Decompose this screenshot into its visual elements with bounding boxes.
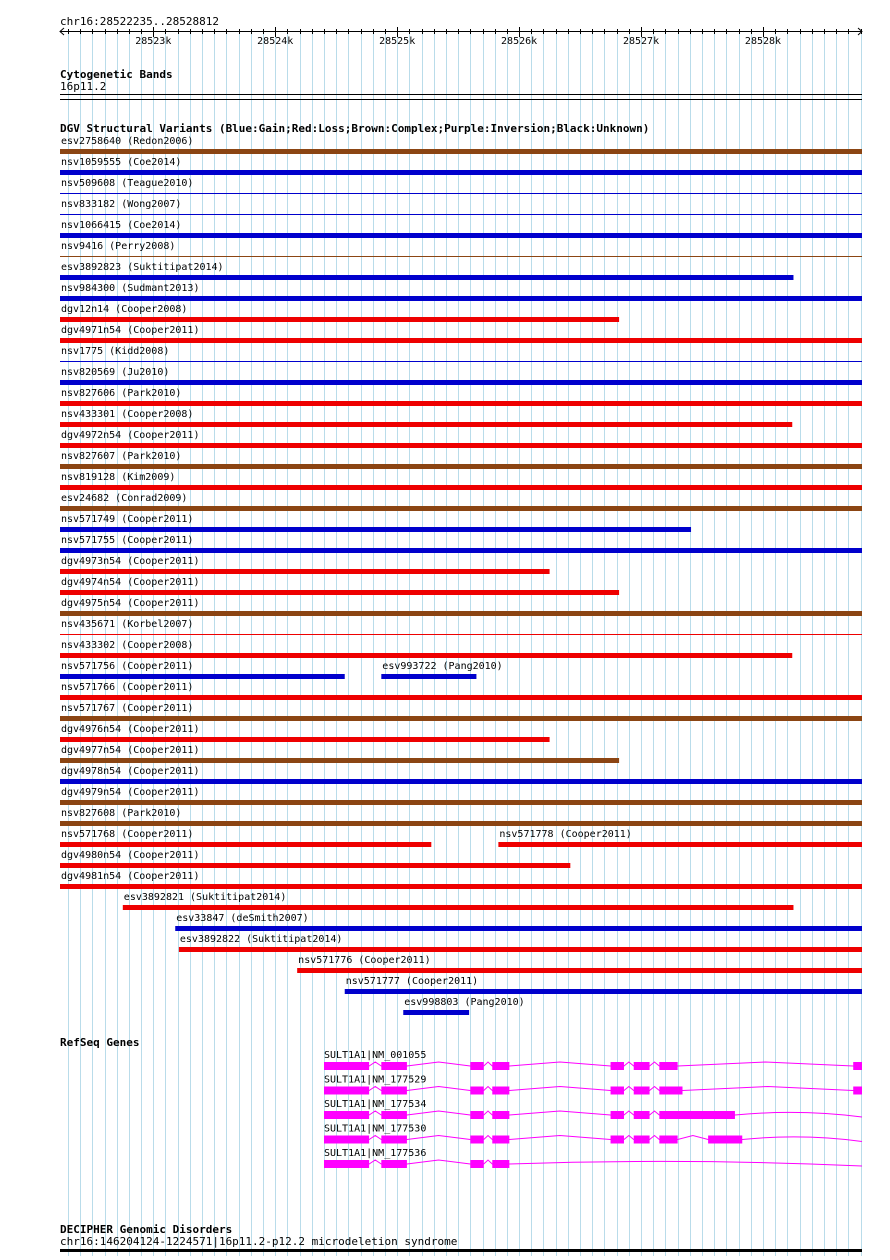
dgv-complex-bar[interactable] <box>60 800 862 805</box>
gene-label: SULT1A1|NM_001055 <box>324 1050 427 1061</box>
refseq-gene[interactable] <box>324 1050 862 1070</box>
dgv-feature-label: esv33847 (deSmith2007) <box>176 913 309 924</box>
dgv-feature-label: nsv571766 (Cooper2011) <box>61 682 194 693</box>
dgv-feature[interactable] <box>60 283 862 301</box>
dgv-loss-bar[interactable] <box>60 317 619 322</box>
decipher-track <box>60 1223 862 1252</box>
gene-exon[interactable] <box>470 1111 483 1119</box>
dgv-feature[interactable] <box>345 976 862 994</box>
gene-exon[interactable] <box>324 1160 369 1168</box>
dgv-loss-bar[interactable] <box>60 634 862 635</box>
dgv-feature[interactable] <box>60 745 619 763</box>
gene-label: SULT1A1|NM_177536 <box>324 1148 427 1159</box>
gene-exon[interactable] <box>634 1111 650 1119</box>
gene-exon[interactable] <box>611 1136 624 1144</box>
gene-exon[interactable] <box>659 1062 677 1070</box>
dgv-feature-label: nsv827607 (Park2010) <box>61 451 182 462</box>
dgv-loss-bar[interactable] <box>60 737 550 742</box>
dgv-gain-bar[interactable] <box>403 1010 469 1015</box>
dgv-feature-label: nsv571767 (Cooper2011) <box>61 703 194 714</box>
gene-exon[interactable] <box>634 1087 650 1095</box>
dgv-feature-label: nsv827608 (Park2010) <box>61 808 182 819</box>
dgv-feature[interactable] <box>60 556 550 574</box>
dgv-features <box>60 136 862 1015</box>
gene-exon[interactable] <box>492 1136 509 1144</box>
dgv-feature[interactable] <box>60 619 862 635</box>
dgv-feature[interactable] <box>60 220 862 238</box>
dgv-feature[interactable] <box>60 703 862 721</box>
dgv-feature[interactable] <box>60 241 862 257</box>
dgv-feature-label: dgv4973n54 (Cooper2011) <box>61 556 200 567</box>
gene-exon[interactable] <box>470 1087 483 1095</box>
dgv-feature[interactable] <box>60 787 862 805</box>
dgv-feature-label: nsv819128 (Kim2009) <box>61 472 176 483</box>
gene-exon[interactable] <box>659 1136 677 1144</box>
dgv-feature-label: nsv571756 (Cooper2011) <box>61 661 194 672</box>
dgv-feature[interactable] <box>60 598 862 616</box>
dgv-feature-label: dgv4974n54 (Cooper2011) <box>61 577 200 588</box>
dgv-track-title: DGV Structural Variants (Blue:Gain;Red:Loss;Brown:Complex;Purple:Inversion;Black:Unknown) <box>60 122 650 135</box>
cytoband-band-border <box>60 99 862 100</box>
dgv-feature[interactable] <box>60 682 862 700</box>
dgv-gain-bar[interactable] <box>60 275 793 280</box>
ruler-range-label: chr16:28522235..28528812 <box>60 15 219 28</box>
dgv-feature[interactable] <box>60 409 792 427</box>
gene-exon[interactable] <box>381 1111 407 1119</box>
ruler-tick-label: 28528k <box>744 36 782 47</box>
dgv-feature-label: dgv4975n54 (Cooper2011) <box>61 598 200 609</box>
dgv-feature[interactable] <box>60 157 862 175</box>
gene-exon[interactable] <box>470 1160 483 1168</box>
dgv-feature-label: esv993722 (Pang2010) <box>382 661 503 672</box>
gene-exon[interactable] <box>611 1111 624 1119</box>
dgv-loss-bar[interactable] <box>60 695 862 700</box>
dgv-gain-bar[interactable] <box>60 674 345 679</box>
gene-exon[interactable] <box>381 1160 407 1168</box>
gene-exon[interactable] <box>611 1087 624 1095</box>
dgv-gain-bar[interactable] <box>60 548 862 553</box>
dgv-feature[interactable] <box>60 514 691 532</box>
dgv-loss-bar[interactable] <box>60 884 862 889</box>
dgv-feature-label: nsv435671 (Korbel2007) <box>61 619 194 630</box>
dgv-loss-bar[interactable] <box>60 653 792 658</box>
gene-exon[interactable] <box>324 1087 369 1095</box>
dgv-gain-bar[interactable] <box>60 233 862 238</box>
dgv-feature[interactable] <box>297 955 862 973</box>
dgv-gain-bar[interactable] <box>175 926 862 931</box>
dgv-feature[interactable] <box>60 451 862 469</box>
dgv-complex-bar[interactable] <box>60 464 862 469</box>
dgv-gain-bar[interactable] <box>345 989 862 994</box>
dgv-feature-label: dgv4979n54 (Cooper2011) <box>61 787 200 798</box>
dgv-feature[interactable] <box>60 724 550 742</box>
dgv-feature[interactable] <box>381 661 502 679</box>
gene-exon[interactable] <box>853 1062 862 1070</box>
dgv-loss-bar[interactable] <box>179 947 862 952</box>
dgv-feature[interactable] <box>179 934 862 952</box>
dgv-feature-label: nsv571755 (Cooper2011) <box>61 535 194 546</box>
dgv-loss-bar[interactable] <box>60 422 792 427</box>
cytoband-track-title: Cytogenetic Bands <box>60 68 173 81</box>
dgv-gain-bar[interactable] <box>60 380 862 385</box>
gene-exon[interactable] <box>324 1111 369 1119</box>
dgv-feature[interactable] <box>498 829 862 847</box>
dgv-feature-label: nsv827606 (Park2010) <box>61 388 182 399</box>
dgv-feature[interactable] <box>60 430 862 448</box>
dgv-feature-label: nsv571768 (Cooper2011) <box>61 829 194 840</box>
dgv-feature[interactable] <box>60 304 619 322</box>
dgv-feature-label: nsv1059555 (Coe2014) <box>61 157 182 168</box>
dgv-complex-bar[interactable] <box>60 149 862 154</box>
gene-exon[interactable] <box>381 1136 407 1144</box>
dgv-gain-bar[interactable] <box>60 527 691 532</box>
dgv-feature-label: nsv433301 (Cooper2008) <box>61 409 194 420</box>
dgv-feature-label: nsv509608 (Teague2010) <box>61 178 194 189</box>
dgv-loss-bar[interactable] <box>123 905 794 910</box>
ruler-tick-label: 28523k <box>135 36 172 47</box>
dgv-feature[interactable] <box>60 850 570 868</box>
dgv-feature[interactable] <box>60 829 431 847</box>
dgv-complex-bar[interactable] <box>60 611 862 616</box>
dgv-feature-label: esv3892823 (Suktitipat2014) <box>61 262 224 273</box>
dgv-feature[interactable] <box>60 325 862 343</box>
gene-exon[interactable] <box>324 1136 369 1144</box>
refseq-gene[interactable] <box>324 1124 862 1144</box>
dgv-feature[interactable] <box>60 493 862 511</box>
dgv-feature-label: nsv1066415 (Coe2014) <box>61 220 182 231</box>
dgv-gain-bar[interactable] <box>60 193 862 194</box>
gene-label: SULT1A1|NM_177534 <box>324 1099 427 1110</box>
decipher-track-title: DECIPHER Genomic Disorders <box>60 1223 233 1236</box>
dgv-gain-bar[interactable] <box>381 674 476 679</box>
gene-exon[interactable] <box>381 1062 407 1070</box>
dgv-feature[interactable] <box>60 388 862 406</box>
dgv-gain-bar[interactable] <box>60 779 862 784</box>
ruler-tick-label: 28524k <box>257 36 294 47</box>
gene-exon[interactable] <box>492 1111 509 1119</box>
dgv-complex-bar[interactable] <box>60 821 862 826</box>
dgv-loss-bar[interactable] <box>60 401 862 406</box>
dgv-loss-bar[interactable] <box>60 590 619 595</box>
dgv-complex-bar[interactable] <box>60 256 862 257</box>
dgv-feature[interactable] <box>60 178 862 194</box>
dgv-complex-bar[interactable] <box>60 506 862 511</box>
dgv-feature[interactable] <box>60 346 862 362</box>
gene-exon[interactable] <box>659 1111 735 1119</box>
gene-label: SULT1A1|NM_177530 <box>324 1123 427 1135</box>
dgv-feature-label: nsv571778 (Cooper2011) <box>499 829 632 840</box>
gene-exon[interactable] <box>492 1160 509 1168</box>
refseq-track-title: RefSeq Genes <box>60 1036 140 1049</box>
refseq-gene[interactable] <box>324 1075 862 1095</box>
dgv-feature[interactable] <box>60 262 793 280</box>
dgv-loss-bar[interactable] <box>60 569 550 574</box>
dgv-feature[interactable] <box>60 535 862 553</box>
dgv-complex-bar[interactable] <box>60 716 862 721</box>
ruler-tick-label: 28526k <box>501 36 538 47</box>
dgv-gain-bar[interactable] <box>60 214 862 215</box>
refseq-gene[interactable] <box>324 1148 862 1168</box>
dgv-feature[interactable] <box>60 871 862 889</box>
gene-exon[interactable] <box>470 1062 483 1070</box>
ruler-tick-label: 28525k <box>379 36 416 47</box>
dgv-loss-bar[interactable] <box>60 842 431 847</box>
dgv-feature-label: nsv1775 (Kidd2008) <box>61 346 170 357</box>
dgv-feature[interactable] <box>175 913 862 931</box>
dgv-feature-label: esv3892822 (Suktitipat2014) <box>179 934 343 945</box>
dgv-feature-label: dgv4981n54 (Cooper2011) <box>61 871 200 882</box>
dgv-feature-label: dgv4972n54 (Cooper2011) <box>61 430 200 441</box>
dgv-feature-label: dgv4976n54 (Cooper2011) <box>61 724 200 735</box>
dgv-loss-bar[interactable] <box>60 863 570 868</box>
gene-exon[interactable] <box>634 1062 650 1070</box>
dgv-feature-label: esv998803 (Pang2010) <box>404 997 525 1008</box>
dgv-feature-label: nsv571749 (Cooper2011) <box>61 514 194 525</box>
dgv-feature-label: dgv4977n54 (Cooper2011) <box>61 745 200 756</box>
dgv-complex-bar[interactable] <box>60 758 619 763</box>
dgv-gain-bar[interactable] <box>60 361 862 362</box>
gene-exon[interactable] <box>324 1062 369 1070</box>
decipher-feature-label[interactable]: chr16:146204124-1224571|16p11.2-p12.2 microdeletion syndrome <box>60 1235 458 1248</box>
dgv-feature[interactable] <box>60 199 862 215</box>
dgv-feature[interactable] <box>60 766 862 784</box>
dgv-feature-label: esv24682 (Conrad2009) <box>61 493 188 504</box>
dgv-loss-bar[interactable] <box>60 338 862 343</box>
gene-label: SULT1A1|NM_177529 <box>324 1074 427 1086</box>
refseq-genes-track <box>60 1036 862 1168</box>
dgv-feature-label: nsv984300 (Sudmant2013) <box>61 283 200 294</box>
dgv-loss-bar[interactable] <box>60 485 862 490</box>
dgv-feature-label: dgv4971n54 (Cooper2011) <box>61 325 200 336</box>
gene-exon[interactable] <box>492 1062 509 1070</box>
gene-exon[interactable] <box>611 1062 624 1070</box>
dgv-feature-label: esv3892821 (Suktitipat2014) <box>123 892 287 903</box>
dgv-feature-label: dgv4980n54 (Cooper2011) <box>61 850 200 861</box>
dgv-feature[interactable] <box>60 472 862 490</box>
dgv-loss-bar[interactable] <box>498 842 862 847</box>
dgv-loss-bar[interactable] <box>60 443 862 448</box>
dgv-gain-bar[interactable] <box>60 296 862 301</box>
dgv-gain-bar[interactable] <box>60 170 862 175</box>
dgv-loss-bar[interactable] <box>297 968 862 973</box>
dgv-feature[interactable] <box>403 997 524 1015</box>
dgv-feature-label: nsv433302 (Cooper2008) <box>61 640 194 651</box>
refseq-gene[interactable] <box>324 1099 862 1119</box>
dgv-feature[interactable] <box>60 640 792 658</box>
dgv-feature[interactable] <box>60 136 862 154</box>
decipher-feature-bar[interactable] <box>60 1249 862 1252</box>
dgv-feature[interactable] <box>60 367 862 385</box>
dgv-feature-label: nsv820569 (Ju2010) <box>61 367 170 378</box>
dgv-feature-label: esv2758640 (Redon2006) <box>61 136 194 147</box>
dgv-feature[interactable] <box>60 577 619 595</box>
gene-exon[interactable] <box>708 1136 742 1144</box>
cytoband-track <box>60 68 862 100</box>
dgv-feature-label: nsv571777 (Cooper2011) <box>345 976 479 987</box>
dgv-feature[interactable] <box>60 808 862 826</box>
gene-exon[interactable] <box>634 1136 650 1144</box>
dgv-feature-label: nsv9416 (Perry2008) <box>61 241 176 252</box>
refseq-gene-features <box>324 1050 862 1168</box>
gene-exon[interactable] <box>659 1087 682 1095</box>
dgv-feature-label: nsv833182 (Wong2007) <box>61 199 182 210</box>
cytoband-band[interactable] <box>60 94 862 95</box>
gene-exon[interactable] <box>470 1136 483 1144</box>
ruler-axis[interactable] <box>60 27 862 47</box>
dgv-feature-label: nsv571776 (Cooper2011) <box>298 955 431 966</box>
dgv-feature-label: dgv4978n54 (Cooper2011) <box>61 766 200 777</box>
dgv-feature-label: dgv12n14 (Cooper2008) <box>61 304 188 315</box>
ruler-track <box>60 15 862 47</box>
cytoband-label[interactable]: 16p11.2 <box>60 80 107 93</box>
dgv-track <box>60 122 862 1015</box>
ruler-tick-label: 28527k <box>622 36 660 47</box>
gene-exon[interactable] <box>381 1087 407 1095</box>
gene-exon[interactable] <box>853 1087 862 1095</box>
gene-exon[interactable] <box>492 1087 509 1095</box>
